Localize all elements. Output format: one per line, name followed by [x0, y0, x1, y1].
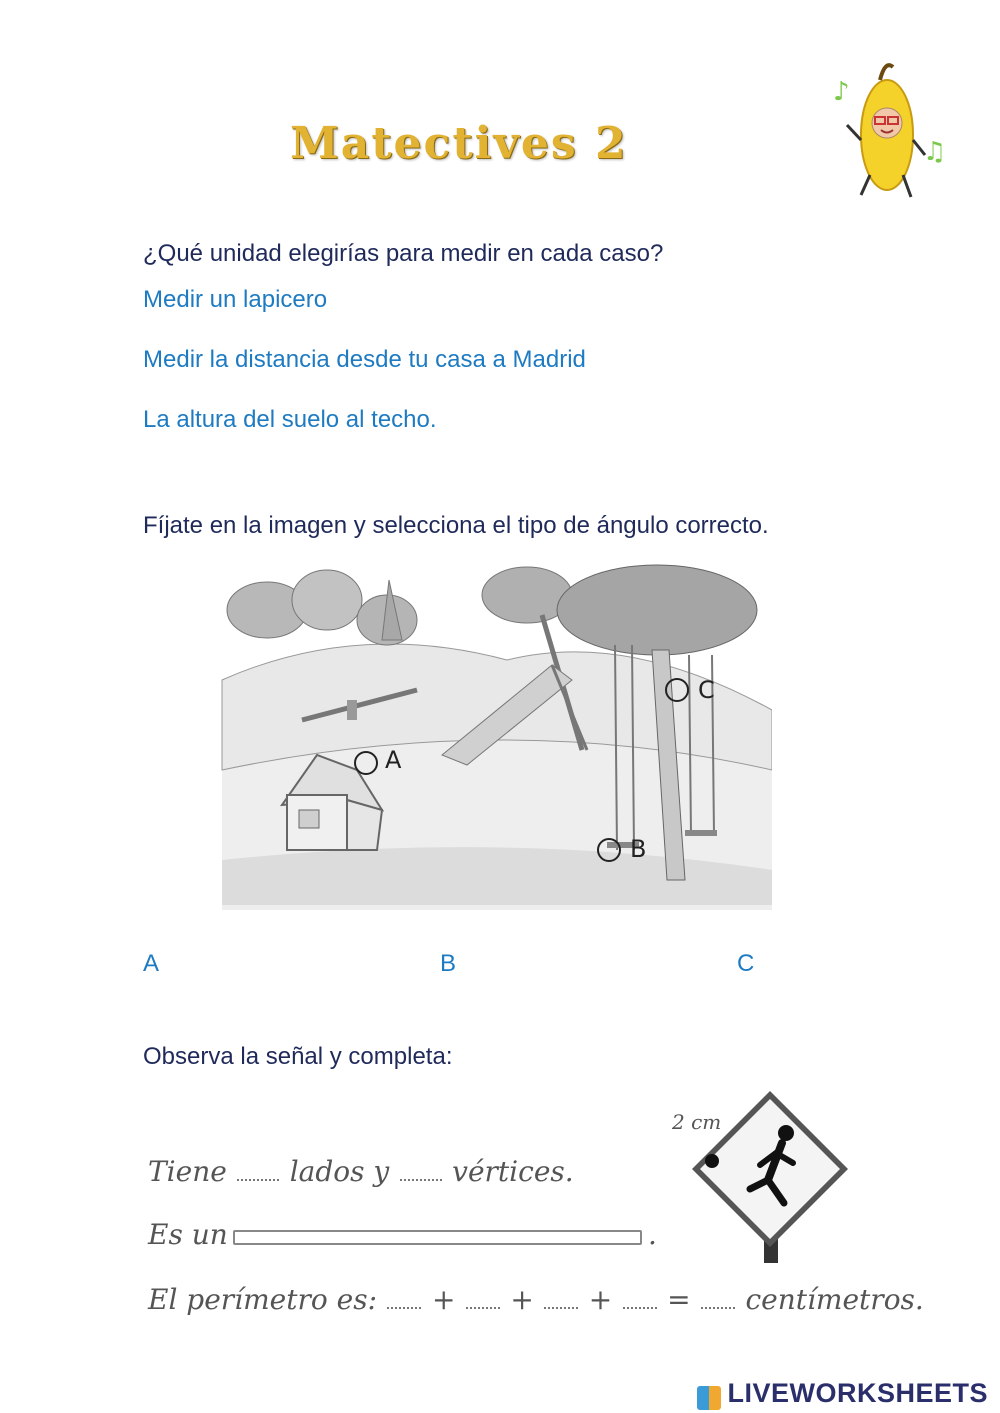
- question-angles: Fíjate en la imagen y selecciona el tipo de ángulo correcto.: [143, 512, 769, 539]
- footer-brand: [697, 1378, 988, 1410]
- marker-c: C: [698, 676, 715, 704]
- page-title: Matectives 2: [290, 118, 628, 169]
- question-units: ¿Qué unidad elegirías para medir en cada caso?: [143, 240, 664, 267]
- music-note-icon: ♫: [923, 137, 947, 167]
- text-vertices: vértices.: [452, 1155, 574, 1188]
- line-sides-vertices: [148, 1155, 668, 1188]
- blank-sides[interactable]: [237, 1175, 279, 1181]
- text-es-un: Es un: [148, 1218, 228, 1251]
- plus-3: +: [588, 1283, 613, 1316]
- blank-side-2[interactable]: [466, 1303, 500, 1309]
- text-perimetro: El perímetro es:: [148, 1283, 378, 1316]
- answer-a[interactable]: A: [143, 950, 160, 977]
- text-centimetros: centímetros.: [745, 1283, 924, 1316]
- item-pencil-case: Medir un lapicero: [143, 286, 328, 313]
- park-illustration: [207, 560, 772, 932]
- sign-measure: 2 cm: [672, 1110, 722, 1134]
- pedestrian-sign: [688, 1085, 853, 1265]
- answer-b[interactable]: B: [440, 950, 457, 977]
- blank-total[interactable]: [701, 1303, 735, 1309]
- blank-side-4[interactable]: [623, 1303, 657, 1309]
- banana-mascot: [825, 55, 955, 205]
- equals: =: [667, 1283, 691, 1316]
- blank-side-1[interactable]: [387, 1303, 421, 1309]
- marker-a: A: [385, 746, 402, 774]
- text-tiene: Tiene: [148, 1155, 227, 1188]
- plus-1: +: [431, 1283, 456, 1316]
- plus-2: +: [510, 1283, 534, 1316]
- question-sign: Observa la señal y completa:: [143, 1043, 453, 1070]
- brand-text: LIVEWORKSHEETS: [727, 1378, 988, 1408]
- music-note-icon: ♪: [833, 77, 850, 107]
- blank-vertices[interactable]: [400, 1175, 442, 1181]
- line-perimeter: [148, 1283, 924, 1316]
- item-distance-madrid: Medir la distancia desde tu casa a Madrid: [143, 346, 586, 373]
- item-ceiling-height: La altura del suelo al techo.: [143, 406, 437, 433]
- text-lados-y: lados y: [289, 1155, 390, 1188]
- marker-b: B: [630, 835, 647, 863]
- answer-c[interactable]: C: [737, 950, 755, 977]
- blank-side-3[interactable]: [544, 1303, 578, 1309]
- liveworksheets-logo-icon: [697, 1386, 721, 1410]
- shape-name-input[interactable]: [233, 1230, 642, 1245]
- text-period: .: [648, 1218, 657, 1251]
